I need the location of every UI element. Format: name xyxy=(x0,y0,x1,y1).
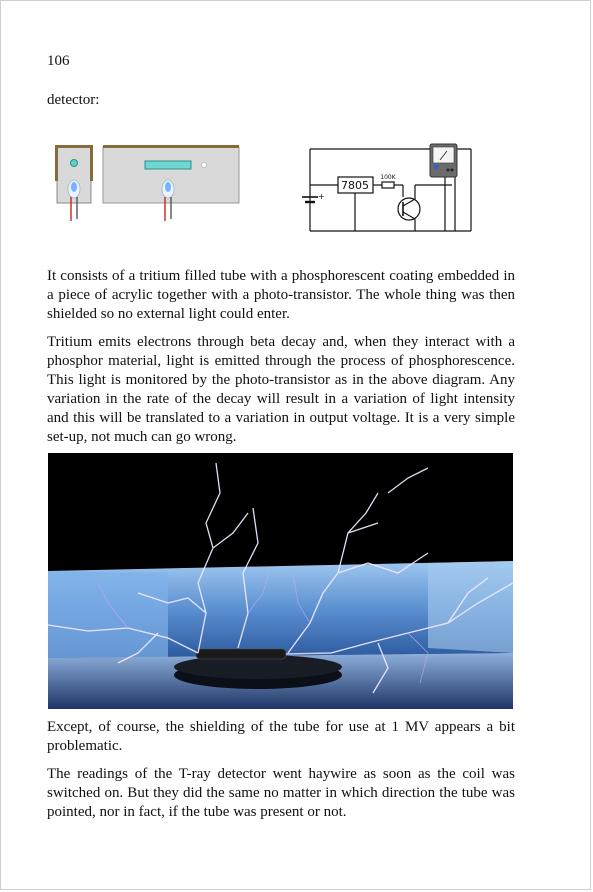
lead-in-text: detector: xyxy=(47,92,100,108)
tube-side-view xyxy=(55,145,93,221)
resistor-label: 100K xyxy=(380,174,396,181)
spark-photo-drawing xyxy=(48,453,513,709)
paragraph-2: Tritium emits electrons through beta decay and, when they interact with a phosphor material, light is emitted through the process of phosphorescence. This light is monitored by the photo-transistor as in the above diagram. Any variation in the rate of the decay will result in a variation of light intensity and this will be translated to a variation in output voltage. It is a very simple set-up, not much can go wrong. xyxy=(47,334,515,445)
page-number: 106 xyxy=(47,53,70,69)
battery-plus-label: + xyxy=(318,192,325,201)
spark-discharge-photo xyxy=(48,453,513,709)
detector-figures xyxy=(47,139,517,239)
paragraph-3: Except, of course, the shielding of the tube for use at 1 MV appears a bit problematic. xyxy=(47,719,515,754)
paragraph-1: It consists of a tritium filled tube with a phosphorescent coating embedded in a piece of acrylic together with a photo-transistor. The whole thing was then shielded so no external light could enter. xyxy=(47,268,515,322)
meter-icon xyxy=(430,144,457,177)
acrylic-block-view xyxy=(103,145,239,221)
regulator-label: 7805 xyxy=(341,179,369,192)
paragraph-4: The readings of the T-ray detector went haywire as soon as the coil was switched on. But they did the same no matter in which direction the tube was pointed, nor in fact, if the tube was present or not. xyxy=(47,766,515,820)
